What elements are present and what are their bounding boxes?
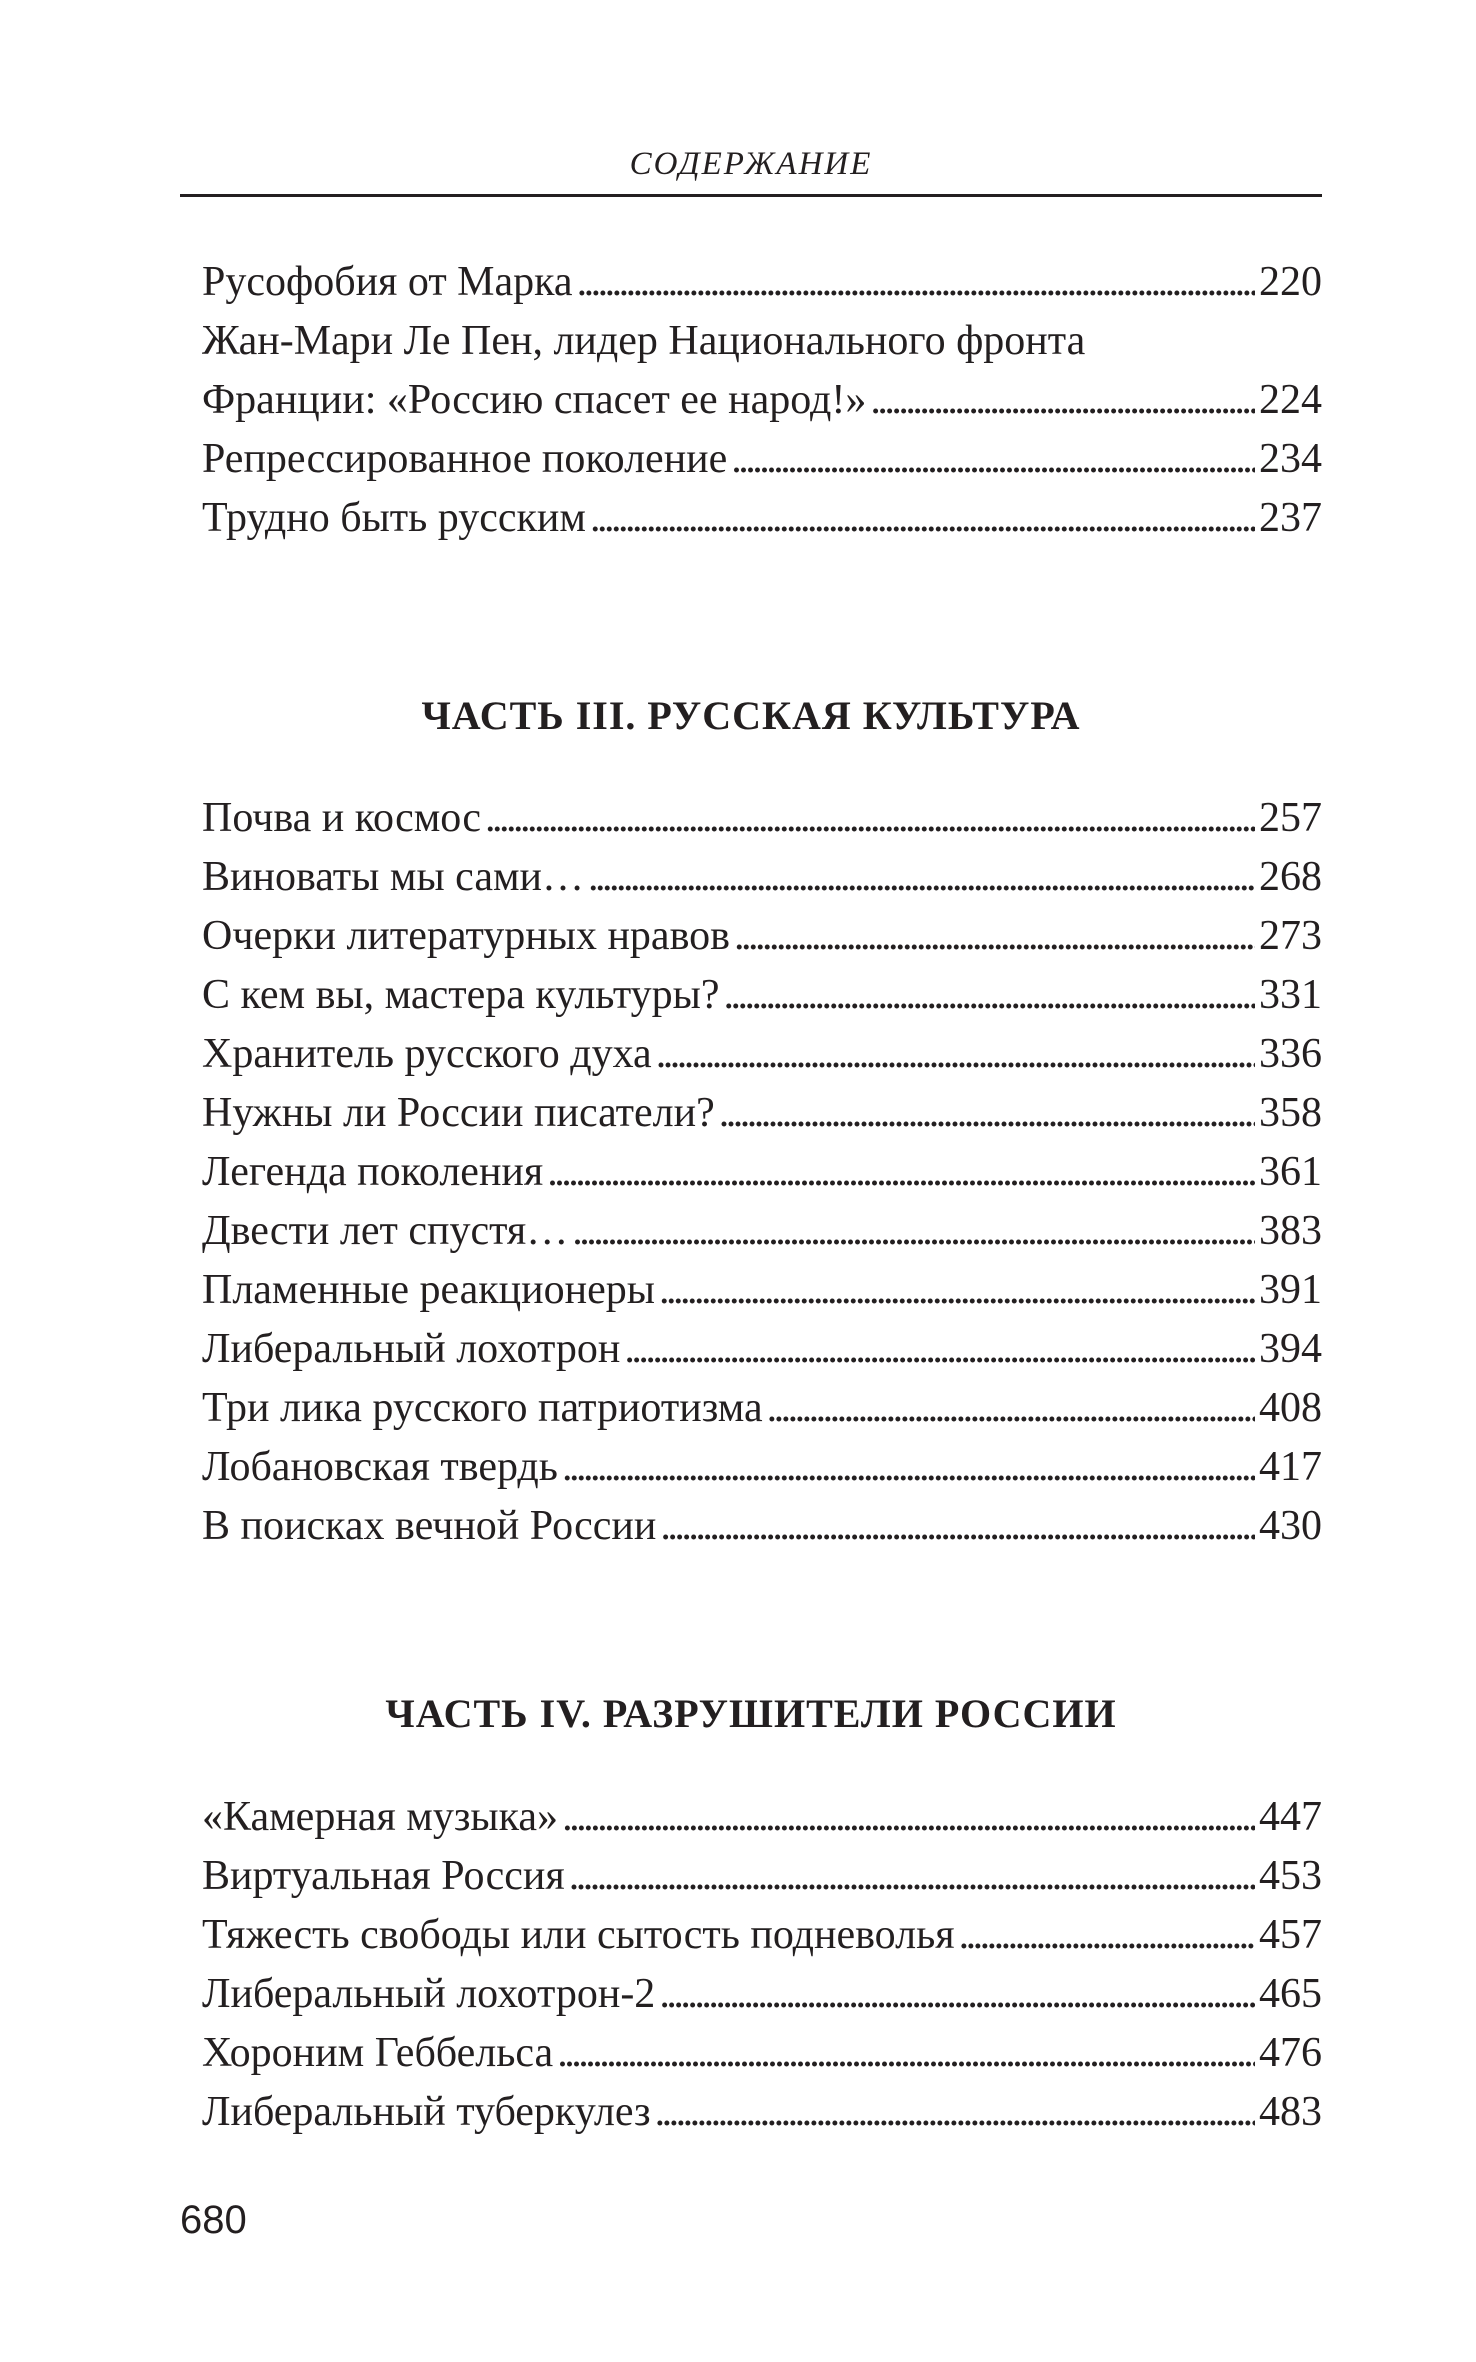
dot-leader bbox=[572, 1202, 1255, 1261]
entry-title: Русофобия от Марка bbox=[202, 259, 573, 305]
dot-leader bbox=[660, 1497, 1255, 1556]
entry-page-number: 476 bbox=[1259, 2030, 1322, 2076]
entry-title: Тяжесть свободы или сытость подневолья bbox=[202, 1912, 955, 1958]
entry-page-number: 417 bbox=[1259, 1444, 1322, 1490]
toc-entry bbox=[202, 1788, 1322, 1847]
dot-leader bbox=[485, 789, 1255, 848]
entry-page-number: 237 bbox=[1259, 495, 1322, 541]
dot-leader bbox=[724, 966, 1256, 1025]
entry-page-number: 383 bbox=[1259, 1208, 1322, 1254]
entry-title: Либеральный лохотрон bbox=[202, 1326, 621, 1372]
toc-entry bbox=[202, 907, 1322, 966]
entry-page-number: 336 bbox=[1259, 1031, 1322, 1077]
entry-page-number: 234 bbox=[1259, 436, 1322, 482]
dot-leader bbox=[655, 2083, 1255, 2142]
entry-title: «Камерная музыка» bbox=[202, 1794, 559, 1840]
toc-entry bbox=[202, 1202, 1322, 1261]
part-heading: ЧАСТЬ III. РУССКАЯ КУЛЬТУРА bbox=[421, 693, 1081, 738]
dot-leader bbox=[557, 2024, 1255, 2083]
toc-entry bbox=[202, 2024, 1322, 2083]
toc-entry bbox=[202, 1025, 1322, 1084]
entry-title: Либеральный туберкулез bbox=[202, 2089, 651, 2135]
toc-entry bbox=[202, 312, 1322, 430]
toc-entry bbox=[202, 2083, 1322, 2142]
entry-title-line1: Жан-Мари Ле Пен, лидер Национального фронта bbox=[202, 318, 1086, 364]
entry-page-number: 358 bbox=[1259, 1090, 1322, 1136]
entry-page-number: 408 bbox=[1259, 1385, 1322, 1431]
entry-page-number: 453 bbox=[1259, 1853, 1322, 1899]
toc-entry bbox=[202, 1320, 1322, 1379]
entry-title: В поисках вечной России bbox=[202, 1503, 657, 1549]
entry-page-number: 331 bbox=[1259, 972, 1322, 1018]
entry-page-number: 361 bbox=[1259, 1149, 1322, 1195]
entry-page-number: 257 bbox=[1259, 795, 1322, 841]
toc-entry bbox=[202, 1261, 1322, 1320]
dot-leader bbox=[734, 907, 1255, 966]
entry-page-number: 483 bbox=[1259, 2089, 1322, 2135]
entry-title: Хранитель русского духа bbox=[202, 1031, 652, 1077]
entry-title: С кем вы, мастера культуры? bbox=[202, 972, 720, 1018]
dot-leader bbox=[767, 1379, 1255, 1438]
dot-leader bbox=[624, 1320, 1255, 1379]
toc-section-continued bbox=[202, 253, 1322, 548]
dot-leader bbox=[659, 1261, 1255, 1320]
entry-title: Трудно быть русским bbox=[202, 495, 586, 541]
entry-page-number: 224 bbox=[1259, 377, 1322, 423]
entry-page-number: 394 bbox=[1259, 1326, 1322, 1372]
toc-entry bbox=[202, 1906, 1322, 1965]
entry-title: Пламенные реакционеры bbox=[202, 1267, 655, 1313]
header-rule bbox=[180, 194, 1322, 197]
toc-entry bbox=[202, 1847, 1322, 1906]
toc-entry bbox=[202, 253, 1322, 312]
dot-leader bbox=[577, 253, 1255, 312]
part-heading: ЧАСТЬ IV. РАЗРУШИТЕЛИ РОССИИ bbox=[385, 1691, 1117, 1736]
entry-page-number: 447 bbox=[1259, 1794, 1322, 1840]
entry-title: Виноваты мы сами… bbox=[202, 854, 585, 900]
entry-title: Хороним Геббельса bbox=[202, 2030, 554, 2076]
dot-leader bbox=[959, 1906, 1255, 1965]
entry-page-number: 273 bbox=[1259, 913, 1322, 959]
toc-entry bbox=[202, 789, 1322, 848]
entry-title: Лобановская твердь bbox=[202, 1444, 558, 1490]
dot-leader bbox=[562, 1788, 1255, 1847]
entry-page-number: 391 bbox=[1259, 1267, 1322, 1313]
dot-leader bbox=[569, 1847, 1255, 1906]
dot-leader bbox=[562, 1438, 1255, 1497]
entry-title: Двести лет спустя… bbox=[202, 1208, 569, 1254]
entry-page-number: 220 bbox=[1259, 259, 1322, 305]
entry-title: Нужны ли России писатели? bbox=[202, 1090, 715, 1136]
dot-leader bbox=[719, 1084, 1255, 1143]
toc-entry bbox=[202, 1379, 1322, 1438]
toc-section-part4 bbox=[202, 1788, 1322, 2142]
page-number: 680 bbox=[180, 2198, 247, 2242]
toc-entry bbox=[202, 1497, 1322, 1556]
entry-title-line2: Франции: «Россию спасет ее народ!» bbox=[202, 377, 867, 423]
toc-entry bbox=[202, 1143, 1322, 1202]
entry-page-number: 268 bbox=[1259, 854, 1322, 900]
entry-title: Виртуальная Россия bbox=[202, 1853, 565, 1899]
entry-title: Почва и космос bbox=[202, 795, 481, 841]
entry-title: Три лика русского патриотизма bbox=[202, 1385, 763, 1431]
dot-leader bbox=[870, 371, 1255, 430]
dot-leader bbox=[656, 1025, 1255, 1084]
running-head: СОДЕРЖАНИЕ bbox=[629, 146, 873, 182]
entry-page-number: 457 bbox=[1259, 1912, 1322, 1958]
toc-entry bbox=[202, 848, 1322, 907]
dot-leader bbox=[547, 1143, 1255, 1202]
dot-leader bbox=[659, 1965, 1255, 2024]
toc-section-part3 bbox=[202, 789, 1322, 1556]
entry-title: Репрессированное поколение bbox=[202, 436, 728, 482]
toc-entry bbox=[202, 1438, 1322, 1497]
entry-title: Очерки литературных нравов bbox=[202, 913, 730, 959]
dot-leader bbox=[590, 489, 1255, 548]
dot-leader bbox=[588, 848, 1255, 907]
entry-page-number: 465 bbox=[1259, 1971, 1322, 2017]
entry-page-number: 430 bbox=[1259, 1503, 1322, 1549]
toc-entry bbox=[202, 430, 1322, 489]
entry-title: Либеральный лохотрон-2 bbox=[202, 1971, 656, 2017]
toc-entry bbox=[202, 966, 1322, 1025]
entry-title: Легенда поколения bbox=[202, 1149, 544, 1195]
toc-entry bbox=[202, 1084, 1322, 1143]
toc-entry bbox=[202, 489, 1322, 548]
toc-entry bbox=[202, 1965, 1322, 2024]
dot-leader bbox=[731, 430, 1255, 489]
